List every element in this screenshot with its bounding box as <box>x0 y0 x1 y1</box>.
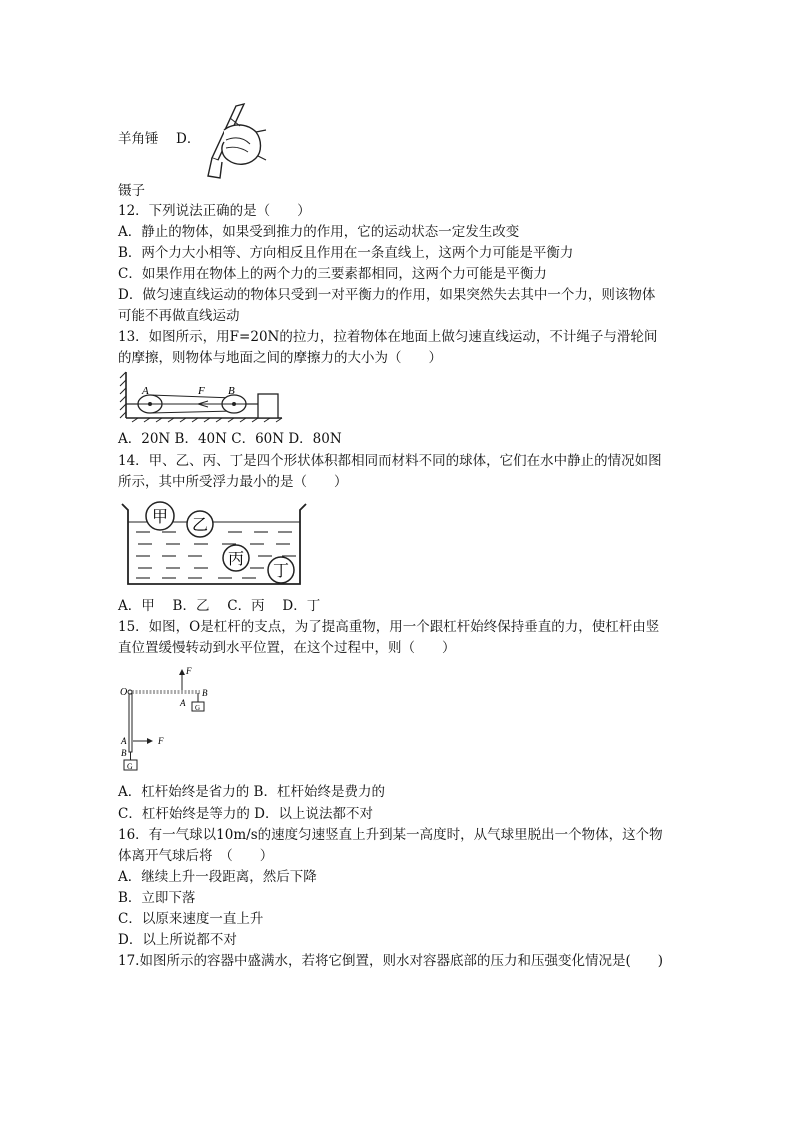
q14-stem-line2: 所示，其中所受浮力最小的是（ ） <box>118 474 348 490</box>
q15-options-cd: C．杠杆始终是等力的 D．以上说法都不对 <box>118 806 373 822</box>
pulley-label-f: F <box>198 385 205 397</box>
q16-option-a: A．继续上升一段距离，然后下降 <box>118 869 317 885</box>
q16-option-b: B．立即下落 <box>118 890 196 906</box>
q15-stem-line2: 直位置缓慢转动到水平位置，在这个过程中，则（ ） <box>118 640 456 656</box>
prev-option-label: 羊角锤 <box>118 131 159 147</box>
q17-stem: 17.如图所示的容器中盛满水，若将它倒置，则水对容器底部的压力和压强变化情况是( ) <box>118 953 664 969</box>
q12-option-c: C．如果作用在物体上的两个力的三要素都相同，这两个力可能是平衡力 <box>118 266 547 282</box>
ball-ding: 丁 <box>273 563 290 580</box>
q16-stem-line1: 16．有一气球以10m/s的速度匀速竖直上升到某一高度时，从气球里脱出一个物体，这个物 <box>118 827 663 843</box>
q12-option-b: B．两个力大小相等、方向相反且作用在一条直线上，这两个力可能是平衡力 <box>118 245 574 261</box>
q12-stem: 12．下列说法正确的是（ ） <box>118 203 311 219</box>
q13-stem-line2: 的摩擦，则物体与地面之间的摩擦力的大小为（ ） <box>118 350 442 366</box>
pulley-label-b: B <box>228 385 235 397</box>
lever-figure <box>118 662 210 774</box>
q15-options-ab: A．杠杆始终是省力的 B．杠杆始终是费力的 <box>118 784 385 800</box>
q15-stem-line1: 15．如图，O是杠杆的支点，为了提高重物，用一个跟杠杆始终保持垂直的力，使杠杆由竖 <box>118 619 660 635</box>
lever-label-b-left: B <box>121 748 127 758</box>
q16-stem-line2: 体离开气球后将 （ ） <box>118 848 274 864</box>
q16-option-c: C．以原来速度一直上升 <box>118 911 264 927</box>
q14-stem-line1: 14．甲、乙、丙、丁是四个形状体积都相同而材料不同的球体，它们在水中静止的情况如图 <box>118 453 662 469</box>
floating-balls-figure <box>118 500 310 590</box>
q12-option-d-line2: 可能不再做直线运动 <box>118 308 240 324</box>
lever-label-a-right: A <box>180 698 186 708</box>
lever-label-f-top: F <box>186 666 192 676</box>
tweezers-hand-figure <box>196 100 268 186</box>
lever-label-g-bottom: G <box>127 762 133 771</box>
pulley-label-a: A <box>142 385 149 397</box>
q12-option-d-line1: D．做匀速直线运动的物体只受到一对平衡力的作用，如果突然失去其中一个力，则该物体 <box>118 287 656 303</box>
q14-options: A．甲 B．乙 C．丙 D．丁 <box>118 598 321 614</box>
ball-yi: 乙 <box>192 517 209 534</box>
ball-bing: 丙 <box>228 551 245 568</box>
q12-option-a: A．静止的物体，如果受到推力的作用，它的运动状态一定发生改变 <box>118 224 520 240</box>
lever-label-b-right: B <box>202 688 208 698</box>
lever-label-o: O <box>120 687 128 698</box>
q16-option-d: D．以上所说都不对 <box>118 932 237 948</box>
lever-label-f-side: F <box>158 736 164 746</box>
lever-label-a-left: A <box>121 736 127 746</box>
lever-label-g-right: G <box>195 704 201 712</box>
q13-options: A．20N B．40N C．60N D．80N <box>118 431 342 447</box>
ball-jia: 甲 <box>152 509 169 526</box>
pulley-figure <box>118 368 284 424</box>
prev-option-d-caption: 镊子 <box>118 183 145 199</box>
q13-stem-line1: 13．如图所示，用F=20N的拉力，拉着物体在地面上做匀速直线运动，不计绳子与滑轮间 <box>118 329 658 345</box>
prev-option-d: D． <box>176 131 201 147</box>
